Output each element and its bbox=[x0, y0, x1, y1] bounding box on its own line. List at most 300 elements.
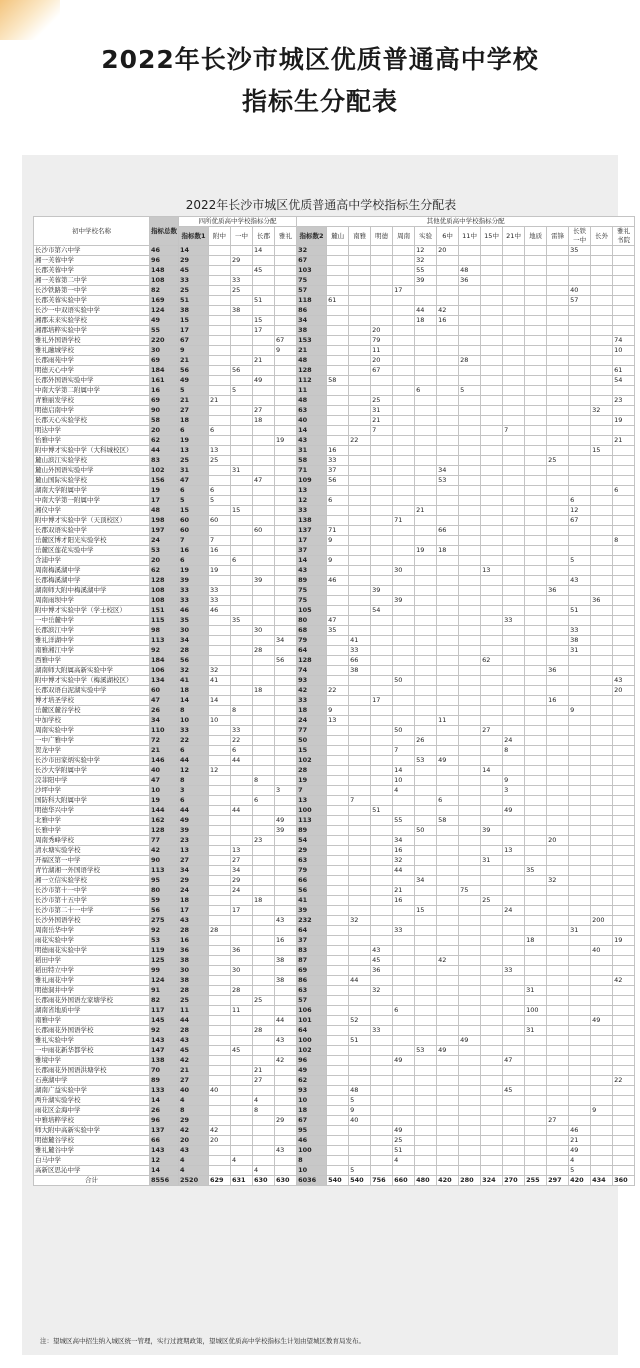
value-cell bbox=[437, 256, 459, 266]
value-cell: 101 bbox=[297, 1016, 327, 1026]
value-cell bbox=[253, 866, 275, 876]
value-cell: 44 bbox=[179, 756, 209, 766]
school-name-cell: 稻田特立中学 bbox=[34, 966, 150, 976]
value-cell bbox=[209, 966, 231, 976]
value-cell bbox=[327, 1136, 349, 1146]
school-name-cell: 浣菲阳中学 bbox=[34, 776, 150, 786]
value-cell: 38 bbox=[179, 306, 209, 316]
value-cell bbox=[525, 306, 547, 316]
value-cell: 31 bbox=[569, 926, 591, 936]
value-cell bbox=[481, 1076, 503, 1086]
total-value-cell: 630 bbox=[275, 1176, 297, 1186]
value-cell bbox=[591, 776, 613, 786]
value-cell bbox=[569, 846, 591, 856]
value-cell bbox=[437, 976, 459, 986]
table-row bbox=[34, 1046, 635, 1056]
value-cell bbox=[503, 586, 525, 596]
value-cell: 19 bbox=[275, 436, 297, 446]
value-cell: 8 bbox=[179, 706, 209, 716]
value-cell bbox=[253, 936, 275, 946]
value-cell bbox=[569, 656, 591, 666]
value-cell: 13 bbox=[179, 846, 209, 856]
value-cell: 21 bbox=[209, 396, 231, 406]
value-cell bbox=[525, 626, 547, 636]
value-cell: 33 bbox=[569, 626, 591, 636]
value-cell bbox=[481, 436, 503, 446]
value-cell bbox=[231, 1026, 253, 1036]
value-cell bbox=[393, 986, 415, 996]
table-row bbox=[34, 526, 635, 536]
value-cell bbox=[393, 536, 415, 546]
value-cell: 8 bbox=[253, 1106, 275, 1116]
value-cell bbox=[253, 286, 275, 296]
value-cell bbox=[393, 646, 415, 656]
value-cell bbox=[327, 1056, 349, 1066]
value-cell bbox=[371, 976, 393, 986]
value-cell bbox=[231, 816, 253, 826]
value-cell: 19 bbox=[613, 936, 635, 946]
school-name-cell: 中南大学第一附属中学 bbox=[34, 496, 150, 506]
school-name-cell: 长郡外国语实验中学 bbox=[34, 376, 150, 386]
value-cell bbox=[503, 936, 525, 946]
value-cell: 29 bbox=[231, 876, 253, 886]
value-cell bbox=[371, 526, 393, 536]
value-cell bbox=[349, 726, 371, 736]
value-cell: 37 bbox=[297, 936, 327, 946]
value-cell bbox=[415, 346, 437, 356]
school-name-cell: 麓山国际实验学校 bbox=[34, 476, 150, 486]
value-cell bbox=[547, 466, 569, 476]
value-cell bbox=[371, 256, 393, 266]
school-name-cell: 高新区思沁中学 bbox=[34, 1166, 150, 1176]
value-cell bbox=[371, 486, 393, 496]
value-cell bbox=[371, 466, 393, 476]
value-cell bbox=[547, 706, 569, 716]
value-cell bbox=[525, 1016, 547, 1026]
school-name-cell: 长沙市第十五中学 bbox=[34, 896, 150, 906]
value-cell bbox=[547, 766, 569, 776]
value-cell bbox=[547, 776, 569, 786]
value-cell bbox=[371, 856, 393, 866]
value-cell bbox=[327, 956, 349, 966]
value-cell bbox=[371, 666, 393, 676]
value-cell bbox=[231, 916, 253, 926]
school-name-cell: 麓山外国语实验中学 bbox=[34, 466, 150, 476]
value-cell bbox=[613, 1006, 635, 1016]
value-cell bbox=[459, 846, 481, 856]
value-cell bbox=[231, 586, 253, 596]
value-cell bbox=[613, 1106, 635, 1116]
value-cell bbox=[349, 356, 371, 366]
value-cell bbox=[525, 296, 547, 306]
value-cell: 109 bbox=[297, 476, 327, 486]
value-cell bbox=[371, 736, 393, 746]
value-cell bbox=[275, 926, 297, 936]
value-cell bbox=[415, 286, 437, 296]
value-cell bbox=[393, 306, 415, 316]
value-cell: 49 bbox=[179, 816, 209, 826]
value-cell bbox=[569, 356, 591, 366]
value-cell: 19 bbox=[297, 776, 327, 786]
value-cell: 20 bbox=[150, 426, 179, 436]
value-cell bbox=[591, 846, 613, 856]
value-cell: 18 bbox=[297, 706, 327, 716]
value-cell: 9 bbox=[179, 346, 209, 356]
value-cell bbox=[415, 476, 437, 486]
value-cell bbox=[209, 946, 231, 956]
value-cell bbox=[569, 1016, 591, 1026]
value-cell: 10 bbox=[297, 1166, 327, 1176]
value-cell: 18 bbox=[179, 416, 209, 426]
value-cell bbox=[371, 376, 393, 386]
value-cell: 64 bbox=[297, 1026, 327, 1036]
value-cell bbox=[393, 1166, 415, 1176]
value-cell bbox=[613, 726, 635, 736]
value-cell bbox=[231, 1146, 253, 1156]
value-cell: 25 bbox=[179, 286, 209, 296]
value-cell bbox=[591, 536, 613, 546]
school-name-cell: 含浦中学 bbox=[34, 556, 150, 566]
value-cell bbox=[525, 536, 547, 546]
value-cell bbox=[275, 286, 297, 296]
value-cell bbox=[547, 626, 569, 636]
value-cell bbox=[503, 1076, 525, 1086]
school-name-cell: 周南实验中学 bbox=[34, 726, 150, 736]
school-name-cell: 中南大学第二附属中学 bbox=[34, 386, 150, 396]
value-cell bbox=[613, 706, 635, 716]
value-cell bbox=[327, 1076, 349, 1086]
value-cell bbox=[231, 836, 253, 846]
value-cell bbox=[209, 886, 231, 896]
value-cell bbox=[503, 916, 525, 926]
value-cell bbox=[349, 296, 371, 306]
value-cell bbox=[349, 686, 371, 696]
school-name-cell: 明德华兴中学 bbox=[34, 806, 150, 816]
value-cell: 77 bbox=[150, 836, 179, 846]
value-cell: 55 bbox=[150, 326, 179, 336]
value-cell bbox=[415, 446, 437, 456]
value-cell: 83 bbox=[297, 946, 327, 956]
value-cell: 46 bbox=[209, 606, 231, 616]
value-cell bbox=[437, 386, 459, 396]
school-name-cell: 长郡芙蓉中学 bbox=[34, 266, 150, 276]
value-cell bbox=[569, 346, 591, 356]
value-cell: 42 bbox=[297, 686, 327, 696]
value-cell bbox=[327, 486, 349, 496]
value-cell bbox=[459, 1096, 481, 1106]
value-cell bbox=[591, 736, 613, 746]
value-cell bbox=[547, 596, 569, 606]
value-cell: 59 bbox=[150, 896, 179, 906]
table-row bbox=[34, 996, 635, 1006]
total-value-cell: 480 bbox=[415, 1176, 437, 1186]
value-cell bbox=[209, 996, 231, 1006]
value-cell: 15 bbox=[231, 506, 253, 516]
value-cell bbox=[327, 896, 349, 906]
value-cell bbox=[547, 846, 569, 856]
value-cell bbox=[253, 546, 275, 556]
value-cell: 25 bbox=[253, 996, 275, 1006]
value-cell bbox=[459, 556, 481, 566]
value-cell bbox=[503, 1026, 525, 1036]
value-cell: 72 bbox=[150, 736, 179, 746]
value-cell bbox=[393, 716, 415, 726]
value-cell bbox=[253, 1036, 275, 1046]
value-cell bbox=[231, 526, 253, 536]
value-cell bbox=[591, 1136, 613, 1146]
value-cell: 35 bbox=[231, 616, 253, 626]
school-name-cell: 一中雨花新华都学校 bbox=[34, 1046, 150, 1056]
value-cell bbox=[253, 956, 275, 966]
value-cell bbox=[231, 1016, 253, 1026]
value-cell bbox=[371, 756, 393, 766]
value-cell bbox=[393, 546, 415, 556]
value-cell: 67 bbox=[275, 336, 297, 346]
value-cell bbox=[393, 326, 415, 336]
value-cell bbox=[275, 266, 297, 276]
value-cell bbox=[547, 1136, 569, 1146]
value-cell bbox=[415, 576, 437, 586]
value-cell bbox=[437, 836, 459, 846]
value-cell: 20 bbox=[179, 1136, 209, 1146]
value-cell bbox=[275, 326, 297, 336]
value-cell: 3 bbox=[503, 786, 525, 796]
value-cell: 119 bbox=[150, 946, 179, 956]
value-cell bbox=[415, 656, 437, 666]
value-cell: 15 bbox=[179, 506, 209, 516]
value-cell bbox=[547, 286, 569, 296]
value-cell bbox=[371, 436, 393, 446]
value-cell bbox=[393, 1076, 415, 1086]
value-cell: 42 bbox=[275, 1056, 297, 1066]
value-cell: 9 bbox=[591, 1106, 613, 1116]
value-cell bbox=[209, 906, 231, 916]
value-cell bbox=[613, 666, 635, 676]
value-cell bbox=[275, 866, 297, 876]
school-name-cell: 雨花实验中学 bbox=[34, 936, 150, 946]
value-cell bbox=[209, 1156, 231, 1166]
value-cell: 108 bbox=[150, 596, 179, 606]
table-row bbox=[34, 296, 635, 306]
value-cell bbox=[459, 666, 481, 676]
value-cell bbox=[459, 456, 481, 466]
value-cell: 38 bbox=[275, 976, 297, 986]
header-col: 指标数2 bbox=[297, 227, 327, 246]
value-cell: 30 bbox=[179, 966, 209, 976]
value-cell bbox=[459, 1106, 481, 1116]
value-cell: 110 bbox=[150, 726, 179, 736]
value-cell bbox=[547, 1146, 569, 1156]
value-cell bbox=[371, 546, 393, 556]
value-cell bbox=[525, 346, 547, 356]
value-cell: 60 bbox=[179, 526, 209, 536]
value-cell bbox=[231, 626, 253, 636]
value-cell bbox=[459, 966, 481, 976]
value-cell bbox=[437, 1086, 459, 1096]
value-cell bbox=[371, 776, 393, 786]
table-body bbox=[34, 246, 635, 1176]
value-cell: 34 bbox=[415, 876, 437, 886]
value-cell: 51 bbox=[569, 606, 591, 616]
value-cell: 5 bbox=[349, 1096, 371, 1106]
value-cell: 43 bbox=[569, 576, 591, 586]
value-cell bbox=[503, 1116, 525, 1126]
value-cell bbox=[327, 736, 349, 746]
value-cell bbox=[547, 386, 569, 396]
value-cell bbox=[437, 686, 459, 696]
value-cell bbox=[525, 286, 547, 296]
value-cell: 28 bbox=[253, 646, 275, 656]
value-cell bbox=[371, 266, 393, 276]
value-cell: 20 bbox=[613, 686, 635, 696]
table-row bbox=[34, 276, 635, 286]
value-cell bbox=[393, 496, 415, 506]
value-cell bbox=[209, 376, 231, 386]
value-cell: 48 bbox=[459, 266, 481, 276]
value-cell bbox=[437, 1136, 459, 1146]
value-cell bbox=[253, 596, 275, 606]
table-row bbox=[34, 616, 635, 626]
value-cell bbox=[569, 256, 591, 266]
value-cell bbox=[591, 756, 613, 766]
value-cell: 6 bbox=[393, 1006, 415, 1016]
value-cell bbox=[275, 406, 297, 416]
value-cell bbox=[591, 676, 613, 686]
value-cell bbox=[547, 756, 569, 766]
value-cell: 39 bbox=[481, 826, 503, 836]
value-cell bbox=[503, 376, 525, 386]
value-cell bbox=[525, 676, 547, 686]
value-cell bbox=[253, 436, 275, 446]
value-cell bbox=[459, 526, 481, 536]
value-cell bbox=[371, 766, 393, 776]
value-cell: 5 bbox=[179, 496, 209, 506]
value-cell bbox=[327, 346, 349, 356]
value-cell bbox=[349, 456, 371, 466]
value-cell bbox=[481, 596, 503, 606]
value-cell bbox=[349, 816, 371, 826]
value-cell bbox=[327, 1036, 349, 1046]
value-cell bbox=[569, 1096, 591, 1106]
value-cell bbox=[459, 876, 481, 886]
value-cell bbox=[231, 676, 253, 686]
value-cell bbox=[231, 896, 253, 906]
value-cell bbox=[209, 246, 231, 256]
value-cell bbox=[613, 546, 635, 556]
value-cell bbox=[503, 986, 525, 996]
school-name-cell: 国防科大附属中学 bbox=[34, 796, 150, 806]
value-cell: 66 bbox=[349, 656, 371, 666]
value-cell: 18 bbox=[253, 896, 275, 906]
value-cell bbox=[415, 746, 437, 756]
value-cell: 26 bbox=[415, 736, 437, 746]
value-cell bbox=[275, 706, 297, 716]
value-cell: 89 bbox=[297, 826, 327, 836]
value-cell bbox=[327, 786, 349, 796]
value-cell bbox=[613, 586, 635, 596]
value-cell: 18 bbox=[179, 896, 209, 906]
value-cell: 113 bbox=[150, 636, 179, 646]
value-cell bbox=[393, 556, 415, 566]
value-cell bbox=[253, 496, 275, 506]
value-cell bbox=[327, 1026, 349, 1036]
value-cell: 25 bbox=[371, 396, 393, 406]
value-cell: 56 bbox=[231, 366, 253, 376]
value-cell: 22 bbox=[327, 686, 349, 696]
value-cell bbox=[547, 796, 569, 806]
value-cell: 28 bbox=[179, 926, 209, 936]
value-cell bbox=[371, 556, 393, 566]
value-cell: 46 bbox=[297, 1136, 327, 1146]
value-cell: 6 bbox=[253, 796, 275, 806]
value-cell: 58 bbox=[297, 456, 327, 466]
value-cell bbox=[437, 516, 459, 526]
value-cell bbox=[613, 786, 635, 796]
value-cell bbox=[327, 246, 349, 256]
value-cell: 22 bbox=[349, 436, 371, 446]
value-cell bbox=[393, 396, 415, 406]
value-cell: 22 bbox=[179, 736, 209, 746]
value-cell bbox=[525, 506, 547, 516]
value-cell bbox=[349, 336, 371, 346]
value-cell bbox=[459, 1056, 481, 1066]
value-cell: 134 bbox=[150, 676, 179, 686]
value-cell: 124 bbox=[150, 306, 179, 316]
value-cell bbox=[231, 326, 253, 336]
value-cell: 20 bbox=[209, 1136, 231, 1146]
value-cell bbox=[393, 586, 415, 596]
value-cell bbox=[459, 1156, 481, 1166]
value-cell bbox=[613, 896, 635, 906]
value-cell bbox=[393, 1106, 415, 1116]
school-name-cell: 中雅培粹学校 bbox=[34, 1116, 150, 1126]
value-cell bbox=[437, 326, 459, 336]
header-col: 明德 bbox=[371, 227, 393, 246]
value-cell bbox=[253, 1146, 275, 1156]
value-cell bbox=[209, 686, 231, 696]
value-cell: 169 bbox=[150, 296, 179, 306]
value-cell bbox=[591, 1026, 613, 1036]
table-row bbox=[34, 346, 635, 356]
value-cell bbox=[525, 1096, 547, 1106]
value-cell bbox=[349, 1046, 371, 1056]
value-cell bbox=[591, 1156, 613, 1166]
total-value-cell: 629 bbox=[209, 1176, 231, 1186]
value-cell bbox=[349, 696, 371, 706]
value-cell bbox=[327, 726, 349, 736]
value-cell: 8 bbox=[231, 706, 253, 716]
value-cell bbox=[613, 796, 635, 806]
value-cell: 49 bbox=[275, 816, 297, 826]
value-cell bbox=[569, 546, 591, 556]
table-row bbox=[34, 866, 635, 876]
value-cell bbox=[547, 516, 569, 526]
value-cell bbox=[437, 1146, 459, 1156]
value-cell: 42 bbox=[437, 306, 459, 316]
table-row bbox=[34, 746, 635, 756]
value-cell bbox=[209, 306, 231, 316]
school-name-cell: 雅礼麓谷中学 bbox=[34, 1146, 150, 1156]
value-cell bbox=[459, 396, 481, 406]
value-cell bbox=[437, 696, 459, 706]
value-cell bbox=[231, 496, 253, 506]
value-cell: 54 bbox=[613, 376, 635, 386]
school-name-cell: 周南雨坝中学 bbox=[34, 596, 150, 606]
table-header bbox=[34, 217, 635, 246]
value-cell bbox=[437, 776, 459, 786]
value-cell bbox=[209, 896, 231, 906]
value-cell bbox=[569, 776, 591, 786]
